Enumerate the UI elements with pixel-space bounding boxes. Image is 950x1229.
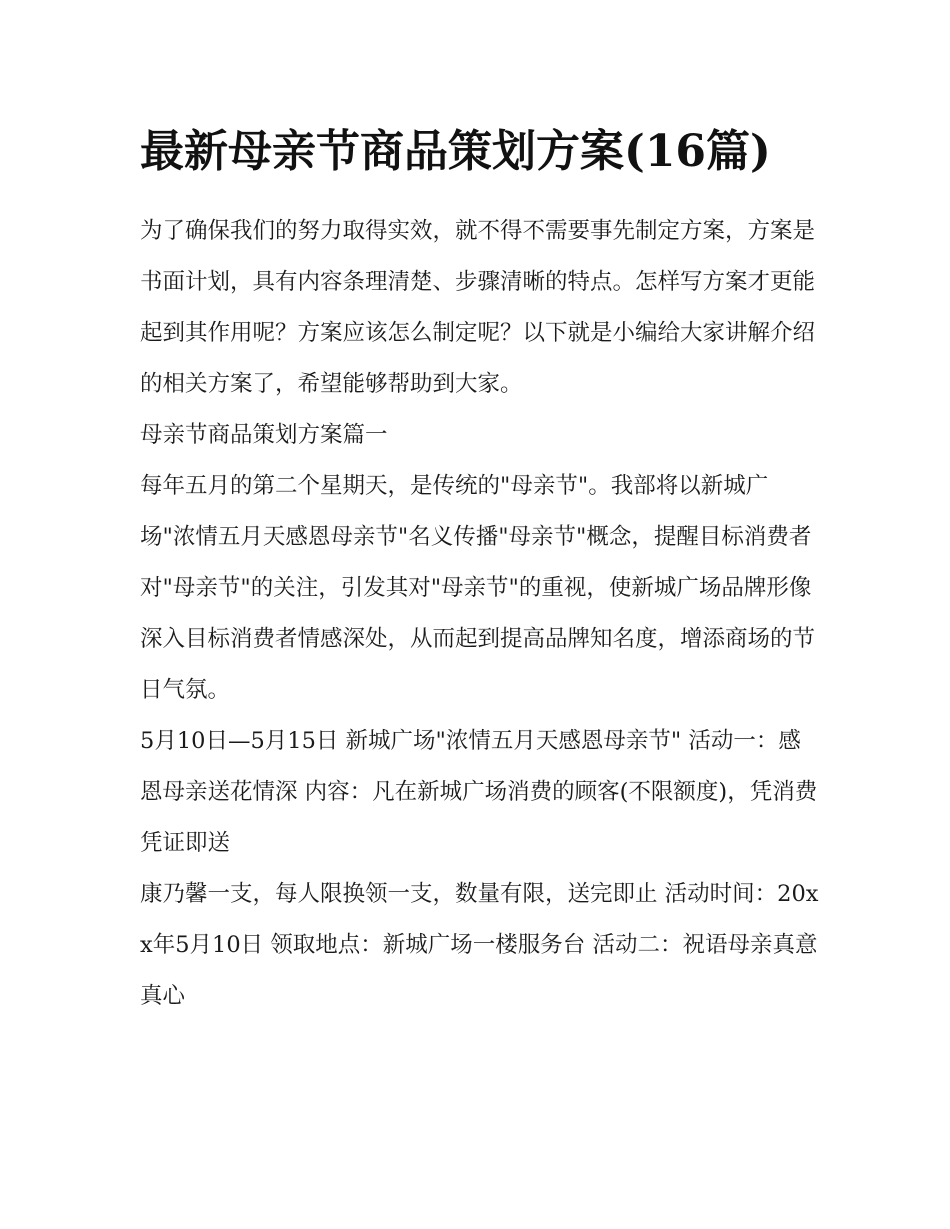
body-paragraph: 康乃馨一支，每人限换领一支，数量有限，送完即止 活动时间：20xx年5月10日 领取地点：新城广场一楼服务台 活动二：祝语母亲真意真心 — [140, 881, 819, 1009]
document-page — [140, 112, 820, 1022]
body-paragraph: 每年五月的第二个星期天，是传统的"母亲节"。我部将以新城广场"浓情五月天感恩母亲节"名义传播"母亲节"概念，提醒目标消费者对"母亲节"的关注，引发其对"母亲节"的重视，使新城广场品牌形像深入目标消费者情感深处，从而起到提高品牌知名度，增添商场的节日气氛。 — [140, 473, 816, 703]
section-heading: 母亲节商品策划方案篇一 — [140, 422, 388, 448]
intro-paragraph: 为了确保我们的努力取得实效，就不得不需要事先制定方案，方案是书面计划，具有内容条理清楚、步骤清晰的特点。怎样写方案才更能起到其作用呢？方案应该怎么制定呢？以下就是小编给大家讲解介绍的相关方案了，希望能够帮助到大家。 — [140, 218, 816, 397]
document-body — [140, 206, 820, 1022]
body-paragraph: 5月10日—5月15日 新城广场"浓情五月天感恩母亲节" 活动一：感恩母亲送花情深 内容：凡在新城广场消费的顾客(不限额度)，凭消费凭证即送 — [140, 728, 818, 856]
document-title: 最新母亲节商品策划方案(16篇) — [140, 126, 771, 177]
